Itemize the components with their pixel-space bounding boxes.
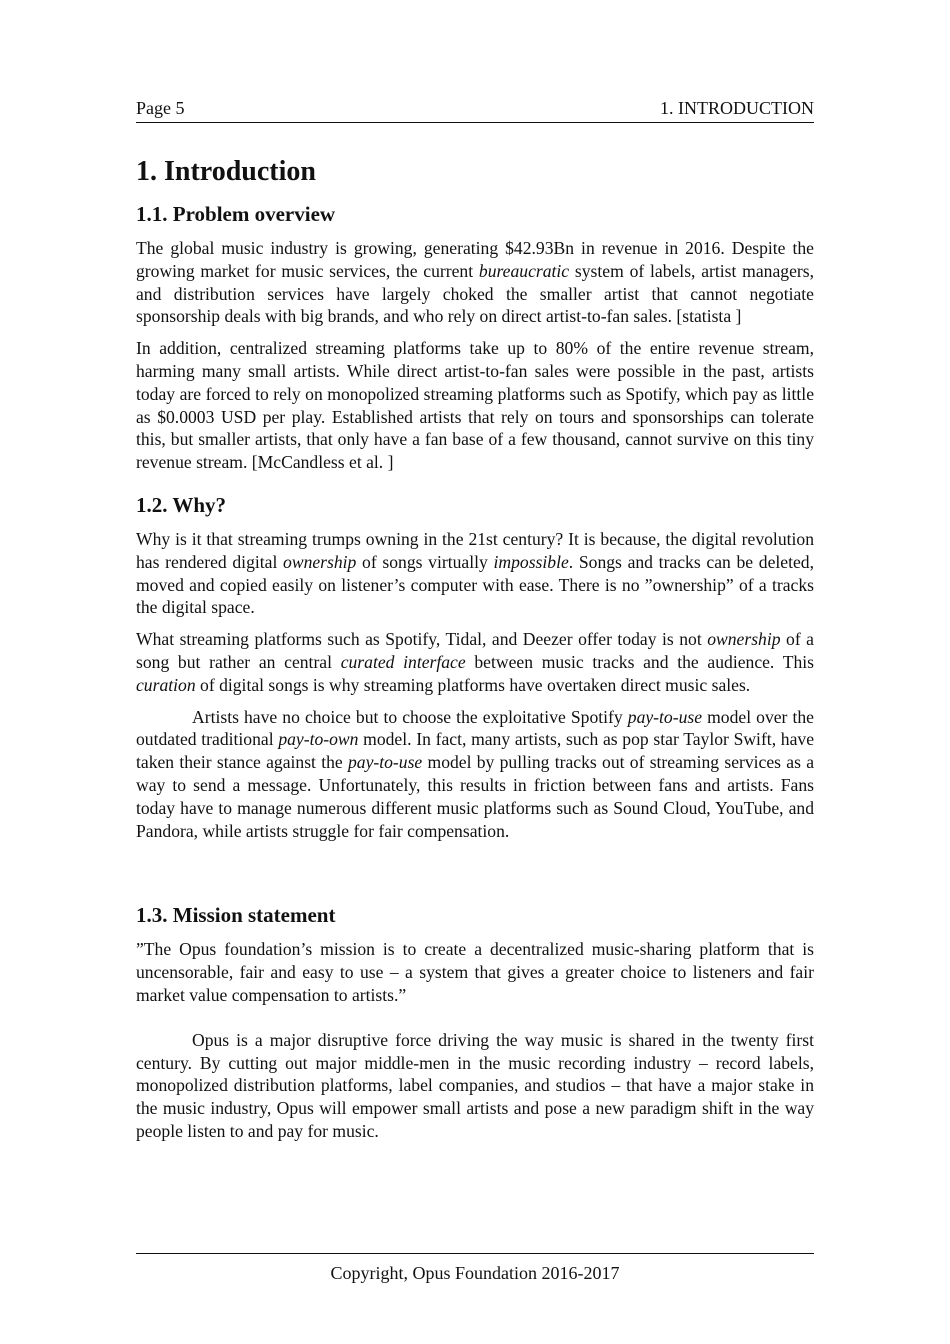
page-content [136,96,814,1152]
paragraph-why-3: Artists have no choice but to choose the exploitative Spotify pay-to-use model over the outdated traditional pay-to-own model. In fact, many artists, such as pop star Taylor Swift, have taken their stance against the pay-to-use model by pulling tracks out of streaming services as a way to send a message. Unfortunately, this results in friction between fans and artists. Fans today have to manage numerous different music platforms such as Sound Cloud, YouTube, and Pandora, while artists struggle for fair compensation. [136,706,815,841]
page-number: Page 5 [136,98,185,118]
mission-quote: ”The Opus foundation’s mission is to create a decentralized music-sharing platform that is uncensorable, fair and easy to use – a system that gives a greater choice to listeners and fair market value compensation to artists.” [136,939,814,1005]
paragraph-why-2: What streaming platforms such as Spotify, Tidal, and Deezer offer today is not ownership of a song but rather an central curated interface between music tracks and the audience. This curation of digital songs is why streaming platforms have overtaken direct music sales. [136,629,814,695]
paragraph-problem-2: In addition, centralized streaming platforms take up to 80% of the entire revenue stream, harming many small artists. While direct artist-to-fan sales were possible in the past, artists today are forced to rely on monopolized streaming platforms such as Spotify, which pay as little as $0.0003 USD per play. Established artists that rely on tours and sponsorships can tolerate this, but smaller artists, that only have a fan base of a few thousand, cannot survive on this tiny revenue stream. [McCandless et al. ] [136,338,814,473]
paragraph-mission-2: Opus is a major disruptive force driving the way music is shared in the twenty first century. By cutting out major middle-men in the music recording industry – record labels, monopolized distribution platforms, label companies, and studios – that have a major stake in the music industry, Opus will empower small artists and pose a new paradigm shift in the way people listen to and pay for music. [136,1029,814,1141]
paragraph-problem-1: The global music industry is growing, generating $42.93Bn in revenue in 2016. Despite the growing market for music services, the current bureaucratic system of labels, artist managers, and distribution services have largely choked the smaller artist that cannot negotiate sponsorship deals with big brands, and who rely on direct artist-to-fan sales. [statista ] [136,238,814,327]
emphasis-pay-to-use: pay-to-use [347,752,423,773]
emphasis-pay-to-use: pay-to-use [627,706,703,727]
emphasis-pay-to-own: pay-to-own [278,729,359,750]
running-header [136,96,814,123]
emphasis-impossible: impossible [493,551,569,572]
copyright-text: Copyright, Opus Foundation 2016-2017 [330,1263,620,1283]
section-title-mission-statement: 1.3. Mission statement [136,903,336,928]
paragraph-why-1: Why is it that streaming trumps owning in the 21st century? It is because, the digital revolution has rendered digital ownership of songs virtually impossible. Songs and tracks can be deleted, moved and copied easily on listener’s computer with ease. There is no ”ownership” of a tracks the digital space. [136,528,814,618]
emphasis-ownership: ownership [283,551,357,572]
header-section-label: 1. INTRODUCTION [660,98,814,118]
page-footer [136,1253,814,1285]
section-title-problem-overview: 1.1. Problem overview [136,202,336,226]
section-title-why: 1.2. Why? [136,492,227,517]
emphasis-curated-interface: curated interface [340,651,466,672]
emphasis-curation: curation [136,674,196,695]
emphasis-bureaucratic: bureaucratic [478,260,570,281]
chapter-title: 1. Introduction [136,156,316,187]
emphasis-ownership: ownership [707,629,781,650]
